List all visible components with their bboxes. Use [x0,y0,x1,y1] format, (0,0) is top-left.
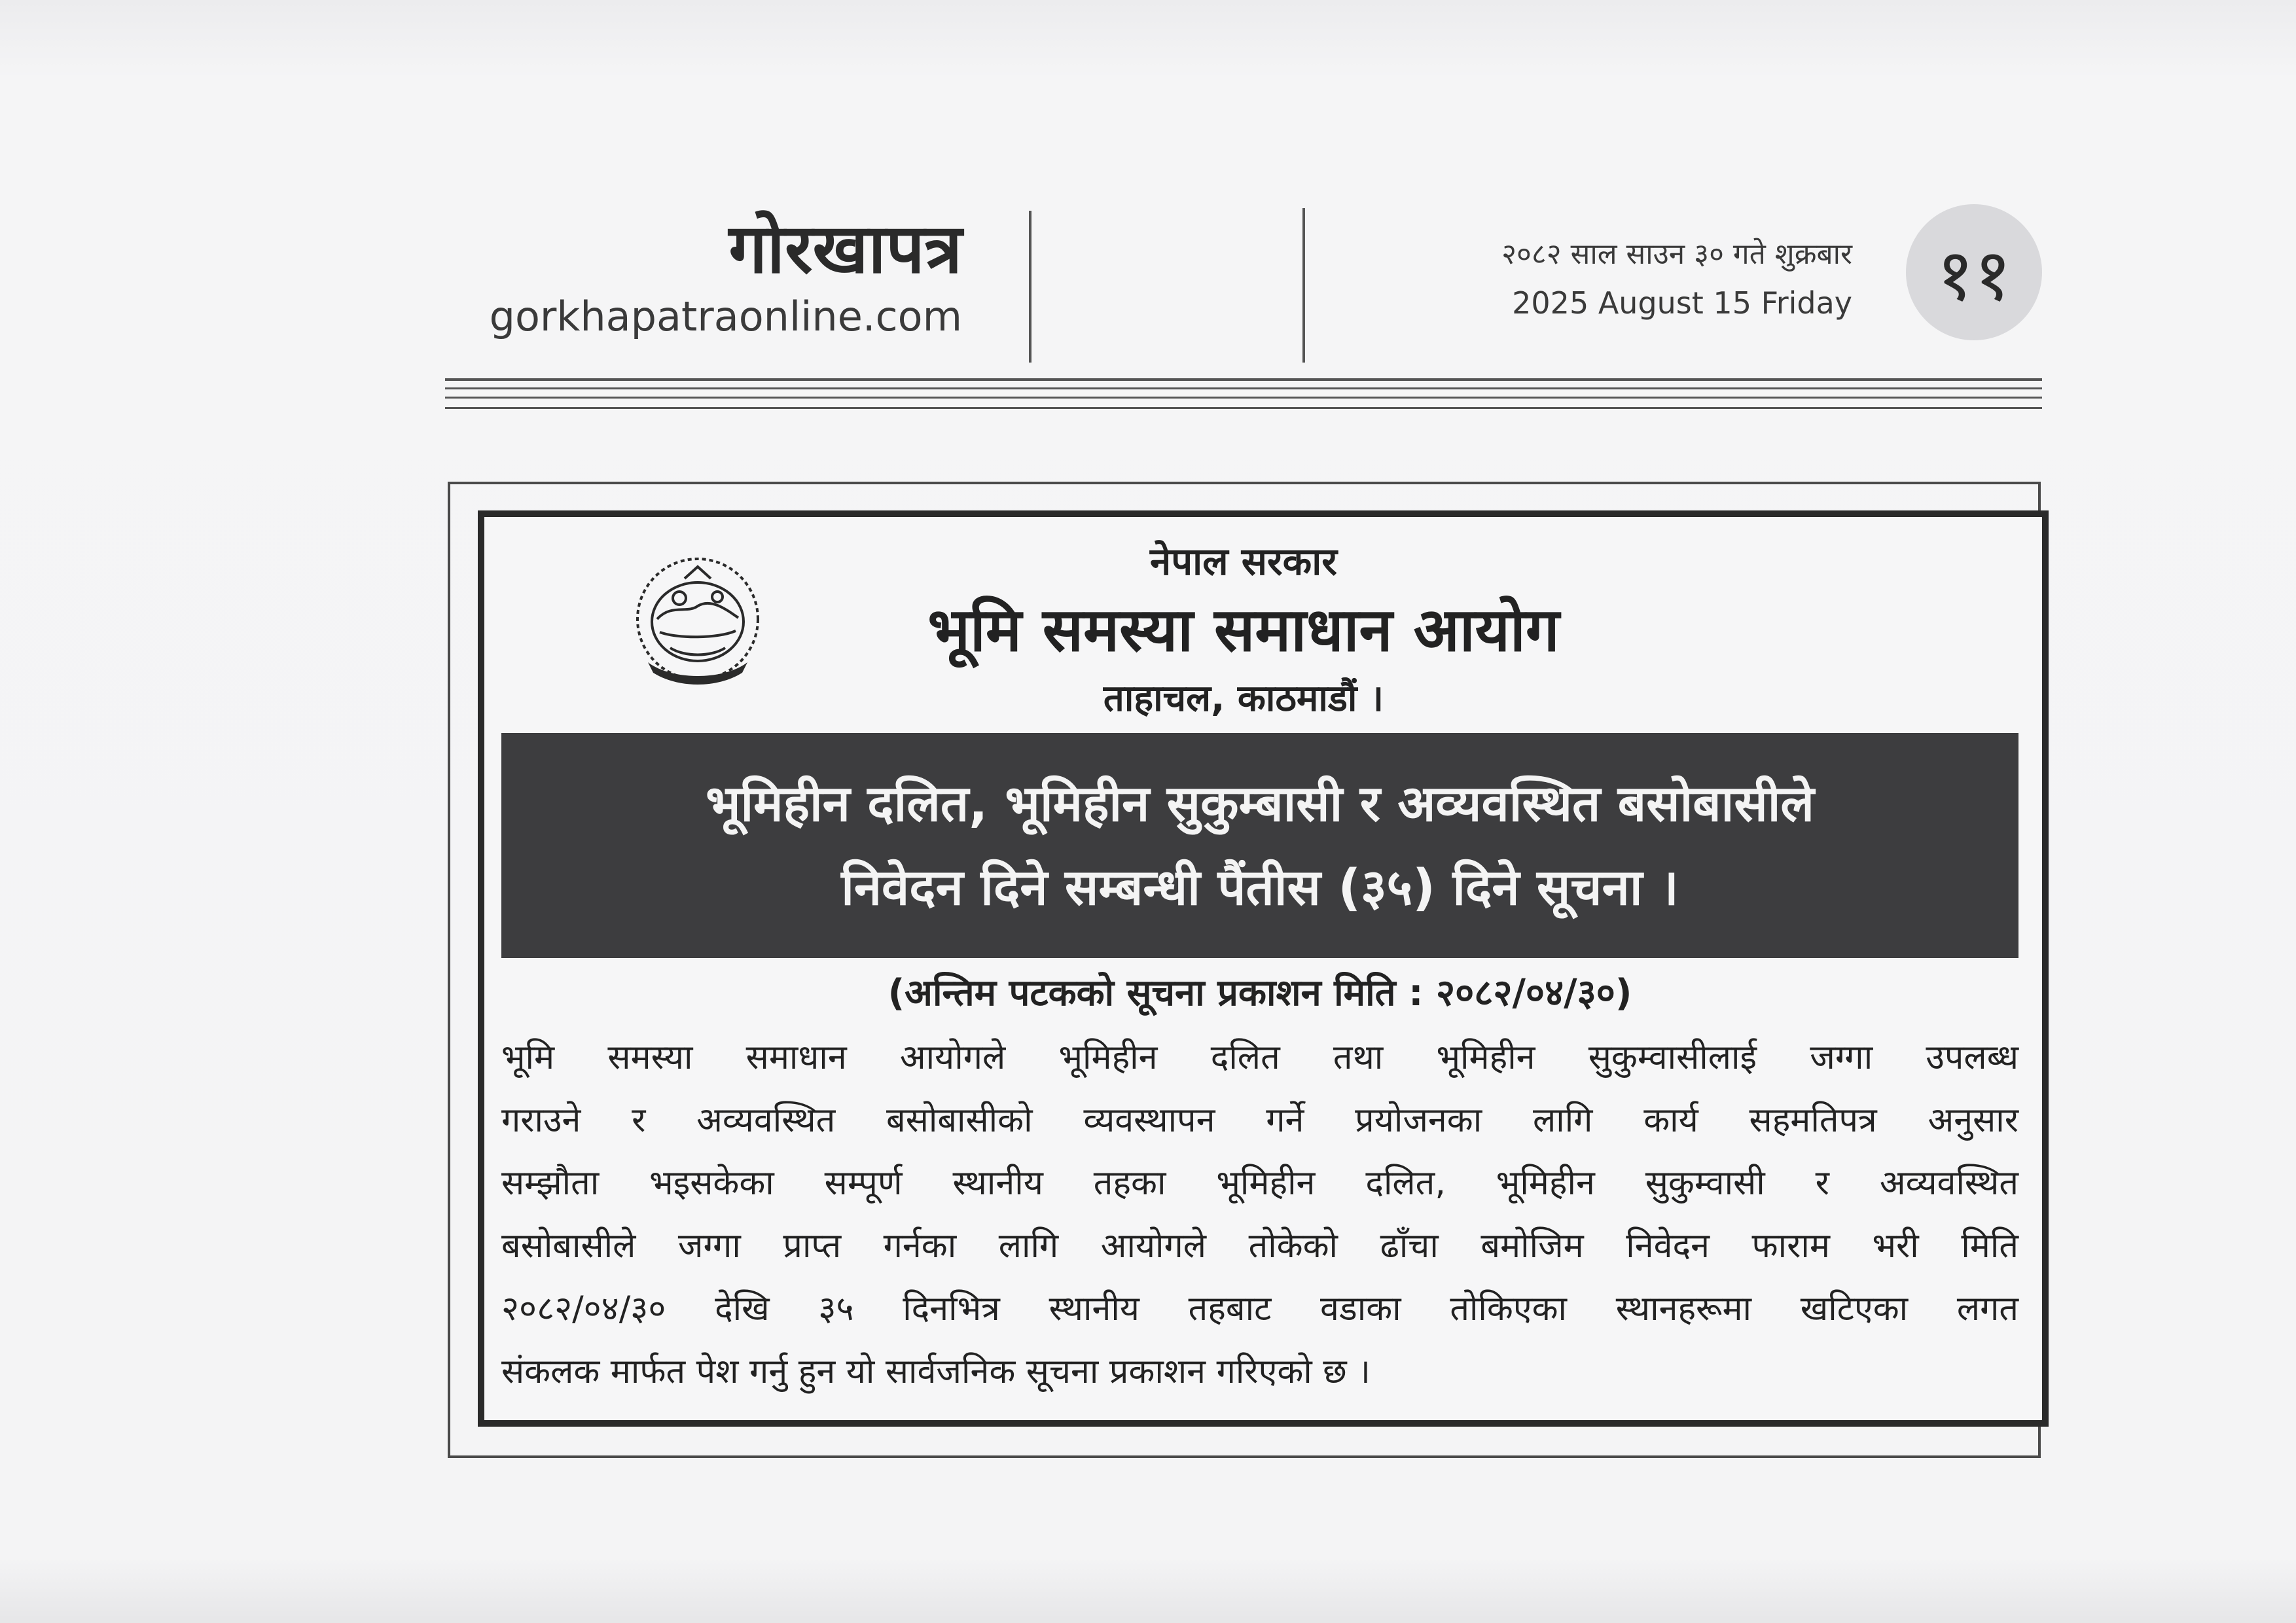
notice-body [501,1026,2018,1403]
newspaper-name: गोरखापत्र [728,208,962,289]
notice-title-banner [501,733,2018,958]
header-rule [445,387,2042,389]
body-line: सम्झौता भइसकेका सम्पूर्ण स्थानीय तहका भूमिहीन दलित, भूमिहीन सुकुम्वासी र अव्यवस्थित [501,1164,2018,1203]
body-line: बसोबासीले जग्गा प्राप्त गर्नका लागि आयोगले तोकेको ढाँचा बमोजिम निवेदन फाराम भरी मिति [501,1226,2018,1266]
notice-title-line: भूमिहीन दलित, भूमिहीन सुकुम्बासी र अव्यवस्थित बसोबासीले [706,774,1814,832]
header-rule [445,397,2042,399]
date-nepali: २०८२ साल साउन ३० गते शुक्रबार [1501,238,1852,271]
body-line: २०८२/०४/३० देखि ३५ दिनभित्र स्थानीय तहबाट वडाका तोकिएका स्थानहरूमा खटिएका लगत [501,1289,2018,1329]
publication-date-line: (अन्तिम पटकको सूचना प्रकाशन मिति : २०८२/०४/३०) [888,972,1632,1014]
issue-date [1335,232,1852,325]
location-heading: ताहाचल, काठमाडौं । [1103,677,1384,720]
header-divider-left [1029,211,1031,363]
date-english: 2025 August 15 Friday [1512,285,1852,321]
header-rule [445,407,2042,409]
header-rule [445,378,2042,381]
page-number: ११ [1936,233,2012,317]
masthead [419,209,962,343]
government-heading: नेपाल सरकार [1150,539,1337,584]
body-line: गराउने र अव्यवस्थित बसोबासीको व्यवस्थापन गर्ने प्रयोजनका लागि कार्य सहमतिपत्र अनुसार [501,1101,2018,1140]
website-url: gorkhapatraonline.com [489,293,962,340]
notice-title-line: निवेदन दिने सम्बन्धी पैंतीस (३५) दिने सूचना । [841,858,1679,916]
body-line: संकलक मार्फत पेश गर्नु हुन यो सार्वजनिक सूचना प्रकाशन गरिएको छ । [501,1352,1371,1391]
commission-heading: भूमि समस्या समाधान आयोग [927,595,1560,665]
page-number-badge [1906,204,2042,340]
header-divider-right [1302,208,1305,363]
body-line: भूमि समस्या समाधान आयोगले भूमिहीन दलित तथा भूमिहीन सुकुम्वासीलाई जग्गा उपलब्ध [501,1038,2018,1077]
